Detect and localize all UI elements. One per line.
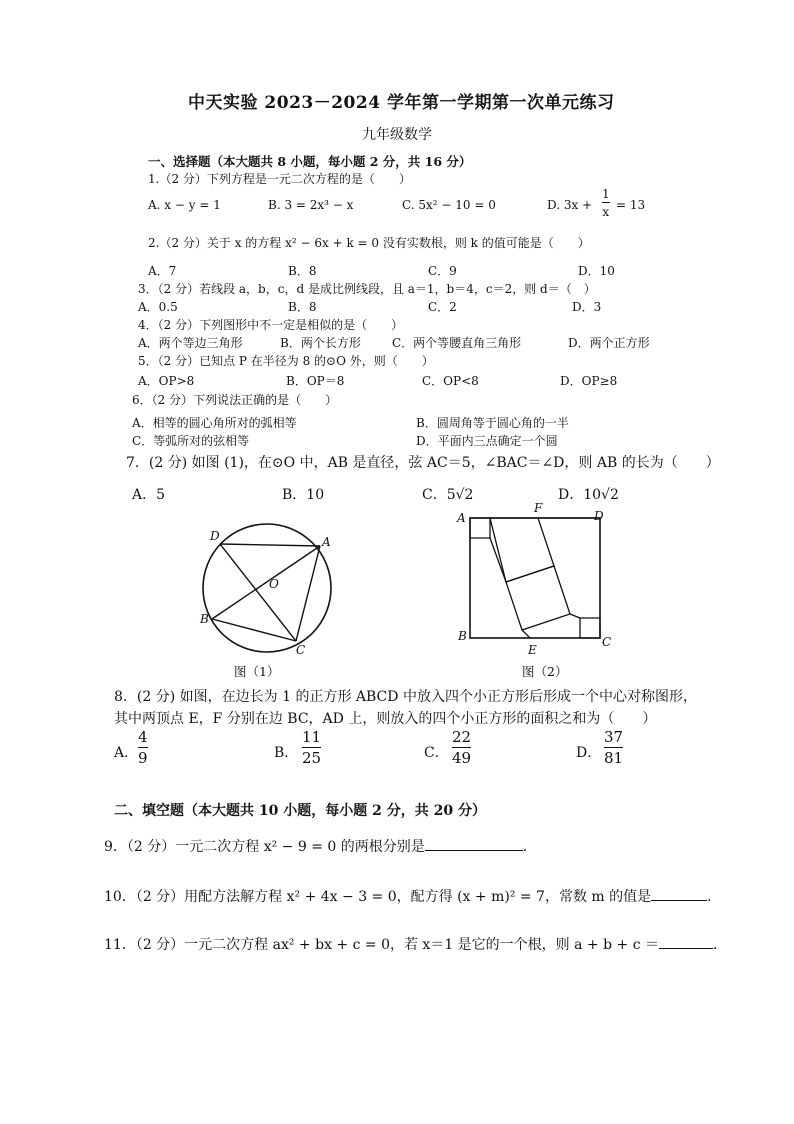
q7-option-c: C．5√2 xyxy=(422,487,474,503)
label-c: C xyxy=(602,635,612,649)
q6-option-a: A．相等的圆心角所对的弧相等 xyxy=(132,416,297,430)
section-2-heading: 二、填空题（本大题共 10 小题，每小题 2 分，共 20 分） xyxy=(114,803,486,819)
q8-option-a-letter: A． xyxy=(114,745,139,761)
q8-stem-line1: 8．(2 分) 如图，在边长为 1 的正方形 ABCD 中放入四个小正方形后形成一个中心对称图形， xyxy=(114,689,697,705)
label-f: F xyxy=(534,501,543,515)
q3-option-a: A．0.5 xyxy=(138,300,178,314)
q11-answer-blank[interactable] xyxy=(659,948,713,949)
small-square-1 xyxy=(470,518,490,538)
exam-title: 中天实验 2023－2024 学年第一学期第一次单元练习 xyxy=(188,93,615,113)
q7-option-b: B．10 xyxy=(282,487,325,503)
q1-option-c: C. 5x² − 10 = 0 xyxy=(402,198,496,212)
q1-option-b: B. 3 = 2x³ − x xyxy=(268,198,354,212)
figure-2-square-diagram xyxy=(452,501,622,664)
q1-option-d-right: = 13 xyxy=(616,198,646,212)
section-1-heading: 一、选择题（本大题共 8 小题，每小题 2 分，共 16 分） xyxy=(148,154,472,169)
q10-answer-blank[interactable] xyxy=(651,900,707,901)
small-square-4 xyxy=(580,618,600,638)
chord-da xyxy=(220,544,320,546)
label-b: B xyxy=(200,612,209,626)
q8-c-num: 22 xyxy=(452,728,472,746)
q5-stem: 5．（2 分）已知点 P 在半径为 8 的⊙O 外，则（ ） xyxy=(138,354,434,368)
q2-option-a: A．7 xyxy=(148,264,177,278)
q8-option-c-letter: C． xyxy=(424,745,449,761)
q8-option-b-letter: B． xyxy=(274,745,299,761)
q11-row xyxy=(104,934,717,954)
q5-option-d: D．OP≥8 xyxy=(560,374,618,388)
chord-dc xyxy=(220,544,296,641)
q9-end: . xyxy=(522,839,528,855)
q11-text: 11．（2 分）一元二次方程 ax² + bx + c = 0，若 x＝1 是它的一个根，则 a + b + c ＝ xyxy=(104,937,659,953)
label-c: C xyxy=(296,643,306,657)
q8-option-a-fraction xyxy=(138,730,148,766)
q3-option-d: D．3 xyxy=(572,300,602,314)
q8-b-num: 11 xyxy=(302,728,322,746)
figure-2-caption: 图（2） xyxy=(522,664,568,679)
q1-option-d-left: D. 3x + xyxy=(547,198,593,212)
q8-a-den: 9 xyxy=(138,749,148,767)
q9-text: 9．（2 分）一元二次方程 x² − 9 = 0 的两根分别是 xyxy=(104,839,425,855)
label-e: E xyxy=(528,643,537,657)
q3-stem: 3．（2 分）若线段 a，b，c，d 是成比例线段，且 a＝1，b＝4，c＝2，则 d＝（ ） xyxy=(138,282,596,296)
label-a: A xyxy=(322,535,331,549)
q8-c-den: 49 xyxy=(452,749,472,767)
small-square-3 xyxy=(506,566,570,630)
q10-end: . xyxy=(707,889,712,905)
q5-option-c: C．OP<8 xyxy=(422,374,479,388)
q8-option-c-fraction xyxy=(452,730,471,766)
q1-frac-den: x xyxy=(602,205,610,219)
q10-text: 10．（2 分）用配方法解方程 x² + 4x − 3 = 0，配方得 (x + m)² = 7，常数 m 的值是 xyxy=(104,889,652,905)
q4-option-d: D．两个正方形 xyxy=(568,336,650,350)
small-square-2 xyxy=(490,518,554,582)
q4-option-a: A．两个等边三角形 xyxy=(138,336,243,350)
q6-option-b: B．圆周角等于圆心角的一半 xyxy=(416,416,569,430)
q1-stem: 1.（2 分）下列方程是一元二次方程的是（ ） xyxy=(148,172,411,186)
q8-d-den: 81 xyxy=(604,749,624,767)
label-d: D xyxy=(594,509,604,523)
q4-option-c: C．两个等腰直角三角形 xyxy=(392,336,522,350)
q1-option-a: A. x − y = 1 xyxy=(148,198,221,212)
q7-option-d: D．10√2 xyxy=(558,487,619,503)
q9-row xyxy=(104,836,527,856)
exam-subtitle: 九年级数学 xyxy=(362,127,432,143)
q11-end: . xyxy=(713,937,718,953)
q2-option-b: B．8 xyxy=(288,264,317,278)
label-d: D xyxy=(210,529,220,543)
segment-e-bottom xyxy=(522,630,530,638)
segment-c-link xyxy=(570,614,580,618)
q6-option-c: C．等弧所对的弦相等 xyxy=(132,434,250,448)
q8-option-d-letter: D． xyxy=(576,745,602,761)
q2-stem: 2.（2 分）关于 x 的方程 x² − 6x + k = 0 没有实数根，则 k 的值可能是（ ） xyxy=(148,236,590,250)
figure-1-circle-diagram xyxy=(190,520,350,660)
q2-option-d: D．10 xyxy=(578,264,615,278)
q8-option-d-fraction xyxy=(604,730,623,766)
q7-option-a: A．5 xyxy=(132,487,166,503)
q6-stem: 6．（2 分）下列说法正确的是（ ） xyxy=(132,393,338,407)
q8-stem-line2: 其中两顶点 E，F 分别在边 BC，AD 上，则放入的四个小正方形的面积之和为（ ） xyxy=(114,711,657,727)
label-o: O xyxy=(269,577,279,591)
q8-a-num: 4 xyxy=(138,728,148,746)
label-a: A xyxy=(457,511,466,525)
q9-answer-blank[interactable] xyxy=(425,850,523,851)
q3-option-c: C．2 xyxy=(428,300,457,314)
q10-row xyxy=(104,886,712,906)
figure-1-caption: 图（1） xyxy=(234,664,280,679)
q4-option-b: B．两个长方形 xyxy=(280,336,361,350)
q8-option-b-fraction xyxy=(302,730,321,766)
segment-a-link xyxy=(490,538,506,582)
q1-option-d-fraction xyxy=(602,188,610,218)
label-b: B xyxy=(458,629,467,643)
q4-stem: 4．（2 分）下列图形中不一定是相似的是（ ） xyxy=(138,318,404,332)
q5-option-b: B．OP＝8 xyxy=(286,374,345,388)
q8-b-den: 25 xyxy=(302,749,322,767)
q1-frac-num: 1 xyxy=(602,187,610,201)
q8-d-num: 37 xyxy=(604,728,624,746)
q5-option-a: A．OP>8 xyxy=(138,374,195,388)
q2-option-c: C．9 xyxy=(428,264,457,278)
chord-bc xyxy=(212,619,296,641)
q7-stem: 7．(2 分) 如图 (1)，在⊙O 中，AB 是直径，弦 AC＝5，∠BAC＝∠D，则 AB 的长为（ ） xyxy=(126,455,720,471)
q6-option-d: D．平面内三点确定一个圆 xyxy=(416,434,558,448)
q3-option-b: B．8 xyxy=(288,300,317,314)
